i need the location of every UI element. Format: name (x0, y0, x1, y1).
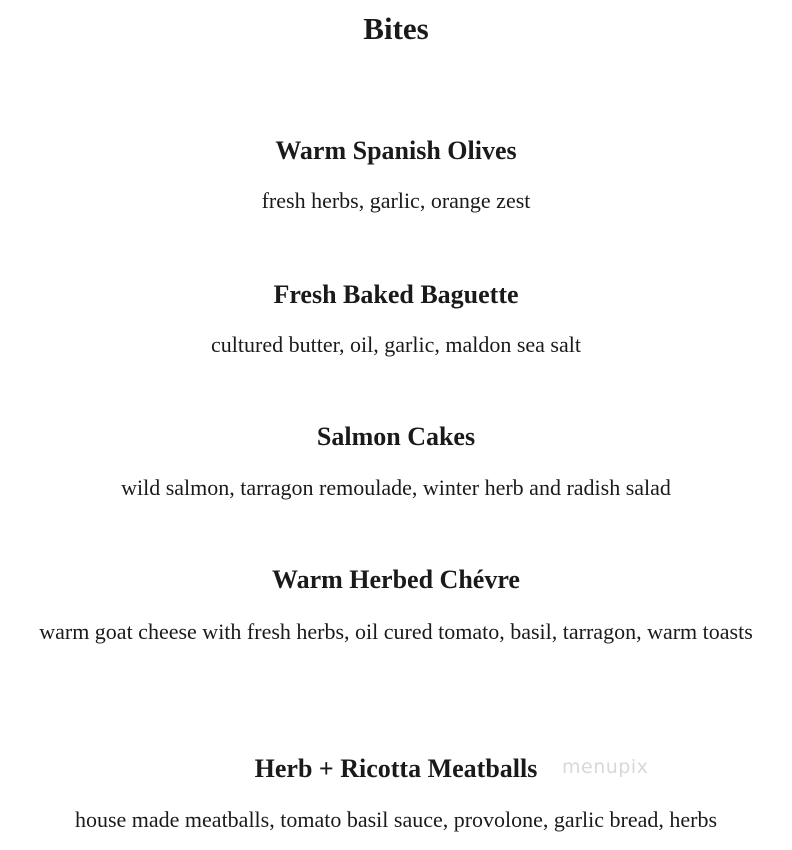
item-description: cultured butter, oil, garlic, maldon sea salt (211, 332, 581, 357)
item-title: Fresh Baked Baguette (273, 280, 519, 309)
section-title: Bites (363, 11, 429, 46)
item-title: Herb + Ricotta Meatballs (254, 754, 538, 783)
item-description: warm goat cheese with fresh herbs, oil cured tomato, basil, tarragon, warm toasts (39, 619, 753, 644)
item-description: fresh herbs, garlic, orange zest (261, 188, 531, 213)
item-description: wild salmon, tarragon remoulade, winter herb and radish salad (121, 475, 671, 500)
item-title: Salmon Cakes (316, 422, 476, 451)
watermark-logo: menupix (562, 756, 649, 778)
item-description: house made meatballs, tomato basil sauce, provolone, garlic bread, herbs (74, 807, 718, 832)
item-title: Warm Spanish Olives (275, 136, 517, 165)
item-title: Warm Herbed Chévre (272, 565, 520, 594)
